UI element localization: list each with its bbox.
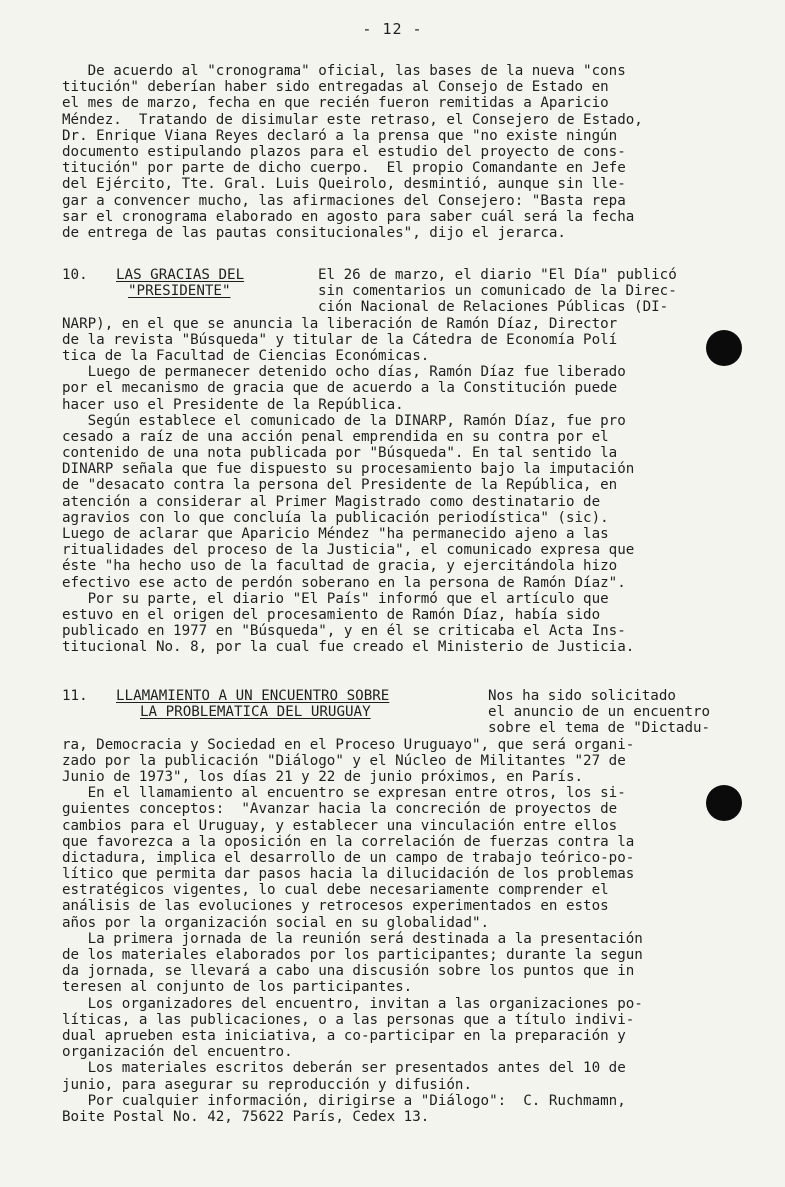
section-11 bbox=[62, 688, 752, 1125]
text-line: atención a considerar al Primer Magistrado como destinatario de bbox=[62, 493, 601, 510]
text-line: Según establece el comunicado de la DINARP, Ramón Díaz, fue pro bbox=[62, 412, 626, 429]
text-line: hacer uso el Presidente de la República. bbox=[62, 396, 404, 413]
text-line: de los materiales elaborados por los participantes; durante la segun bbox=[62, 947, 643, 964]
text-line: dual aprueben esta iniciativa, a co-participar en la preparación y bbox=[62, 1027, 626, 1044]
text-line: sar el cronograma elaborado en agosto para saber cuál será la fecha bbox=[62, 208, 635, 225]
text-line: NARP), en el que se anuncia la liberación de Ramón Díaz, Director bbox=[62, 315, 618, 332]
section-11-body bbox=[62, 737, 752, 1126]
text-line: Nos ha sido solicitado bbox=[488, 688, 676, 704]
text-line: organización del encuentro. bbox=[62, 1044, 293, 1061]
text-line: El 26 de marzo, el diario "El Día" publicó bbox=[318, 267, 677, 283]
text-line: el anuncio de un encuentro bbox=[488, 704, 711, 721]
text-line: años por la organización social en su globalidad". bbox=[62, 914, 490, 931]
text-line: titución" por parte de dicho cuerpo. El propio Comandante en Jefe bbox=[62, 160, 626, 177]
text-line: contenido de una nota publicada por "Búsqueda". En tal sentido la bbox=[62, 445, 618, 462]
text-line: teresen al conjunto de los participantes. bbox=[62, 979, 413, 996]
text-line: sin comentarios un comunicado de la Direc- bbox=[318, 283, 677, 300]
text-line: En el llamamiento al encuentro se expresan entre otros, los si- bbox=[62, 785, 626, 802]
section-10 bbox=[62, 267, 752, 656]
text-line: Luego de permanecer detenido ocho días, Ramón Díaz fue liberado bbox=[62, 364, 626, 381]
text-line: De acuerdo al "cronograma" oficial, las bases de la nueva "cons bbox=[62, 63, 626, 79]
text-line: de la revista "Búsqueda" y titular de la Cátedra de Economía Polí bbox=[62, 331, 618, 348]
text-line: líticas, a las publicaciones, o a las personas que a título indivi- bbox=[62, 1011, 635, 1028]
text-line: dictadura, implica el desarrollo de un campo de trabajo teórico-po- bbox=[62, 849, 635, 866]
punch-hole bbox=[706, 785, 742, 821]
text-line: tica de la Facultad de Ciencias Económicas. bbox=[62, 347, 430, 364]
text-line: Los materiales escritos deberán ser presentados antes del 10 de bbox=[62, 1060, 626, 1077]
section-10-body bbox=[62, 316, 752, 656]
text-line: estratégicos vigentes, lo cual debe necesariamente comprender el bbox=[62, 882, 609, 899]
section-11-intro bbox=[488, 688, 710, 737]
section-10-title-line1: LAS GRACIAS DEL bbox=[116, 267, 245, 283]
text-line: Por su parte, el diario "El País" informó que el artículo que bbox=[62, 590, 609, 607]
text-line: DINARP señala que fue dispuesto su procesamiento bajo la imputación bbox=[62, 461, 635, 478]
text-line: gar a convencer mucho, las afirmaciones del Consejero: "Basta repa bbox=[62, 192, 626, 209]
text-line: Luego de aclarar que Aparicio Méndez "ha permanecido ajeno a las bbox=[62, 526, 609, 543]
text-line: Los organizadores del encuentro, invitan a las organizaciones po- bbox=[62, 995, 643, 1012]
text-line: da jornada, se llevará a cabo una discusión sobre los puntos que in bbox=[62, 963, 635, 980]
page-number: - 12 - bbox=[362, 20, 423, 38]
text-line: La primera jornada de la reunión será destinada a la presentación bbox=[62, 930, 643, 947]
text-line: estuvo en el origen del procesamiento de Ramón Díaz, había sido bbox=[62, 606, 601, 623]
text-line: junio, para asegurar su reproducción y difusión. bbox=[62, 1076, 472, 1093]
section-10-intro bbox=[318, 267, 677, 316]
section-11-title-line2: LA PROBLEMATICA DEL URUGUAY bbox=[140, 704, 371, 721]
text-line: publicado en 1977 en "Búsqueda", y en él se criticaba el Acta Ins- bbox=[62, 623, 626, 640]
paragraph-cronograma bbox=[62, 63, 752, 241]
text-line: ritualidades del proceso de la Justicia", el comunicado expresa que bbox=[62, 542, 635, 559]
text-line: sobre el tema de "Dictadu- bbox=[488, 720, 711, 737]
text-line: éste "ha hecho uso de la facultad de gracia, y ejercitándola hizo bbox=[62, 558, 618, 575]
section-11-number: 11. bbox=[62, 688, 88, 704]
text-line: lítico que permita dar pasos hacia la dilucidación de los problemas bbox=[62, 866, 635, 883]
text-line: guientes conceptos: "Avanzar hacia la concreción de proyectos de bbox=[62, 801, 618, 818]
section-11-title-line1: LLAMAMIENTO A UN ENCUENTRO SOBRE bbox=[116, 688, 390, 704]
text-line: Por cualquier información, dirigirse a "Diálogo": C. Ruchmamn, bbox=[62, 1092, 626, 1109]
text-line: ción Nacional de Relaciones Públicas (DI- bbox=[318, 299, 669, 316]
text-line: efectivo ese acto de perdón soberano en la persona de Ramón Díaz". bbox=[62, 574, 626, 591]
text-line: Junio de 1973", los días 21 y 22 de junio próximos, en París. bbox=[62, 768, 584, 785]
text-line: documento estipulando plazos para el estudio del proyecto de cons- bbox=[62, 143, 626, 160]
text-line: por el mecanismo de gracia que de acuerdo a la Constitución puede bbox=[62, 380, 618, 397]
text-line: cambios para el Uruguay, y establecer una vinculación entre ellos bbox=[62, 817, 618, 834]
text-line: el mes de marzo, fecha en que recién fueron remitidas a Aparicio bbox=[62, 95, 609, 112]
text-line: titucional No. 8, por la cual fue creado el Ministerio de Justicia. bbox=[62, 639, 635, 656]
text-line: del Ejército, Tte. Gral. Luis Queirolo, desmintió, aunque sin lle- bbox=[62, 176, 626, 193]
text-line: titución" deberían haber sido entregadas al Consejo de Estado en bbox=[62, 79, 609, 96]
punch-hole bbox=[706, 330, 742, 366]
section-10-header bbox=[62, 267, 752, 316]
text-line: cesado a raíz de una acción penal emprendida en su contra por el bbox=[62, 428, 609, 445]
text-line: Boite Postal No. 42, 75622 París, Cedex 13. bbox=[62, 1108, 430, 1125]
text-line: análisis de las evoluciones y retrocesos experimentados en estos bbox=[62, 898, 609, 915]
text-line: que favorezca a la oposición en la correlación de fuerzas contra la bbox=[62, 833, 635, 850]
text-line: de entrega de las pautas consitucionales", dijo el jerarca. bbox=[62, 224, 566, 241]
text-line: Méndez. Tratando de disimular este retraso, el Consejero de Estado, bbox=[62, 111, 643, 128]
text-line: agravios con lo que concluía la publicación periodística" (sic). bbox=[62, 509, 609, 526]
text-line: zado por la publicación "Diálogo" y el Núcleo de Militantes "27 de bbox=[62, 752, 626, 769]
section-10-title-line2: "PRESIDENTE" bbox=[128, 283, 231, 300]
section-10-number: 10. bbox=[62, 267, 88, 283]
text-line: de "desacato contra la persona del Presidente de la República, en bbox=[62, 477, 618, 494]
text-line: ra, Democracia y Sociedad en el Proceso Uruguayo", que será organi- bbox=[62, 736, 635, 753]
text-line: Dr. Enrique Viana Reyes declaró a la prensa que "no existe ningún bbox=[62, 127, 618, 144]
section-11-header bbox=[62, 688, 752, 737]
